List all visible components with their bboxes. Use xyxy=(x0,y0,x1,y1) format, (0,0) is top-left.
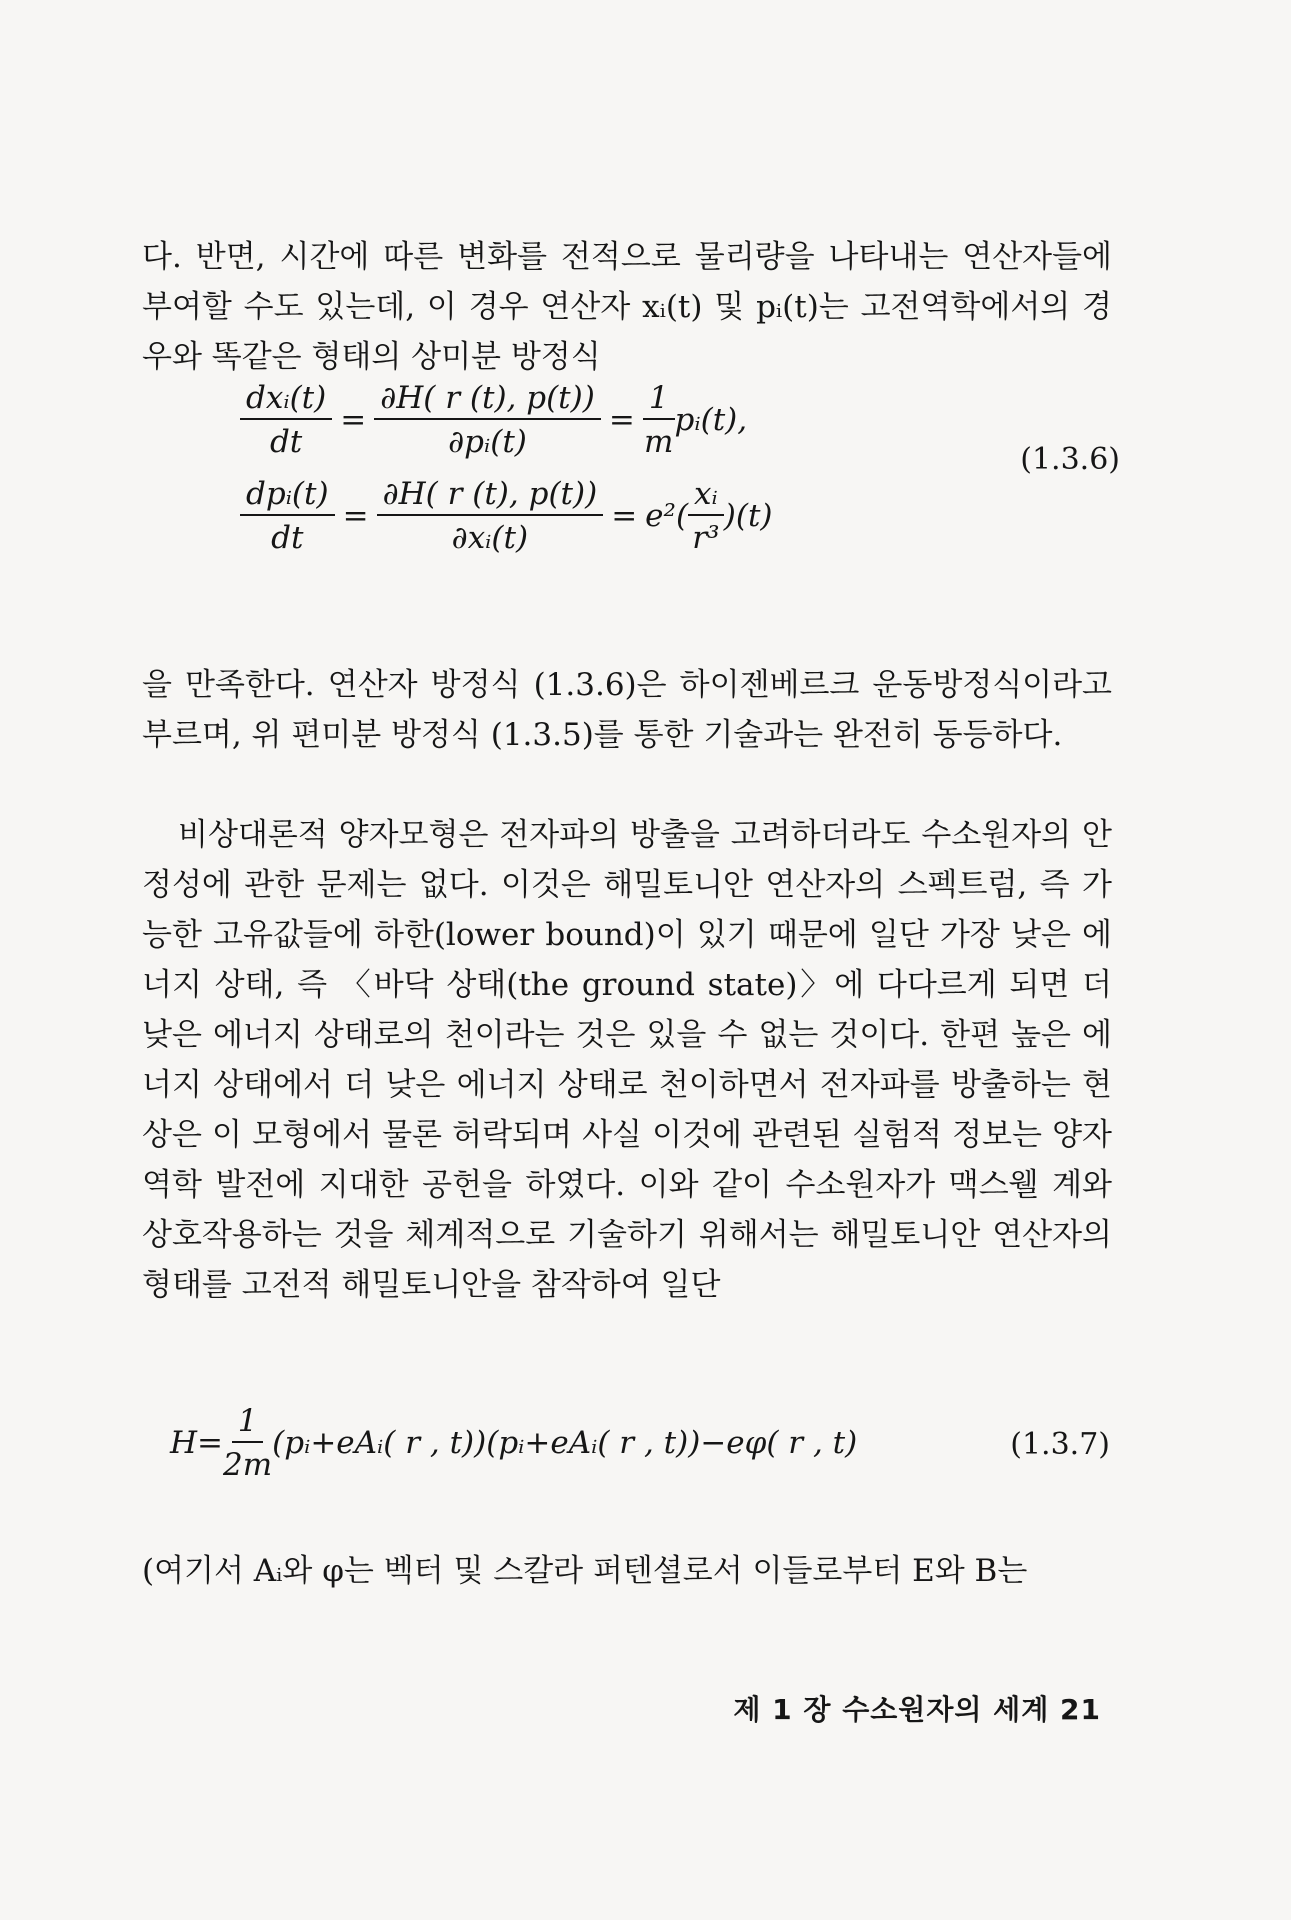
eq-row xyxy=(170,1395,1110,1491)
frac-dx-dt xyxy=(240,380,332,460)
frac-x-r3 xyxy=(688,476,724,556)
paragraph-3: 비상대론적 양자모형은 전자파의 방출을 고려하더라도 수소원자의 안정성에 관한 문제는 없다. 이것은 해밀토니안 연산자의 스펙트럼, 즉 가능한 고유값들에 하한(lower bound)이 있기 때문에 일단 가장 낮은 에너지 상태, 즉 〈바닥 상태(the ground state)〉에 다다르게 되면 더 낮은 에너지 상태로의 천이라는 것은 있을 수 없는 것이다. 한편 높은 에너지 상태에서 더 낮은 에너지 상태로 천이하면서 전자파를 방출하는 현상은 이 모형에서 물론 허락되며 사실 이것에 관련된 실험적 정보는 양자역학 발전에 지대한 공헌을 하였다. 이와 같이 수소원자가 맥스웰 계와 상호작용하는 것을 체계적으로 기술하기 위해서는 해밀토니안 연산자의 형태를 고전적 해밀토니안을 참작하여 일단 xyxy=(142,817,1112,1303)
eq-lhs: H= xyxy=(170,1425,224,1461)
equation-label: (1.3.6) xyxy=(1020,442,1120,477)
eq-row-1 xyxy=(240,372,1120,468)
frac-den: dt xyxy=(269,424,303,460)
frac-num: ∂H( r (t), p(t)) xyxy=(374,380,601,420)
page-footer: 제 1 장 수소원자의 세계 21 xyxy=(733,1693,1101,1726)
frac-den: ∂pᵢ(t) xyxy=(448,424,527,460)
frac-den: dt xyxy=(271,520,304,556)
eq-term: e²( xyxy=(645,498,689,534)
paragraph-1: 다. 반면, 시간에 따른 변화를 전적으로 물리량을 나타내는 연산자들에 부여할 수도 있는데, 이 경우 연산자 xᵢ(t) 및 pᵢ(t)는 고전역학에서의 경우와 똑같은 형태의 상미분 방정식 xyxy=(142,239,1112,375)
paragraph-4: (여기서 Aᵢ와 φ는 벡터 및 스칼라 퍼텐셜로서 이들로부터 E와 B는 xyxy=(142,1553,1028,1589)
frac-1-2m xyxy=(223,1403,272,1483)
frac-1-m xyxy=(643,380,675,460)
frac-num: 1 xyxy=(643,380,675,420)
eq-body: (pᵢ+eAᵢ( r , t))(pᵢ+eAᵢ( r , t))−eφ( r , t) xyxy=(272,1425,858,1461)
frac-num: dpᵢ(t) xyxy=(240,476,335,516)
eq-term: )(t) xyxy=(723,498,773,534)
frac-dH-dp xyxy=(374,380,601,460)
frac-num: dxᵢ(t) xyxy=(240,380,332,420)
frac-num: 1 xyxy=(232,1403,264,1443)
frac-num: xᵢ xyxy=(688,476,724,516)
frac-dH-dx xyxy=(377,476,604,556)
frac-den: m xyxy=(643,424,674,460)
equals-sign: = xyxy=(611,498,638,534)
frac-dp-dt xyxy=(240,476,335,556)
paragraph-2: 을 만족한다. 연산자 방정식 (1.3.6)은 하이젠베르크 운동방정식이라고 부르며, 위 편미분 방정식 (1.3.5)를 통한 기술과는 완전히 동등하다. xyxy=(142,667,1112,753)
equals-sign: = xyxy=(608,402,635,438)
equation-1-3-6 xyxy=(240,372,1120,564)
equation-label: (1.3.7) xyxy=(1010,1427,1110,1462)
eq-row-2 xyxy=(240,468,1120,564)
frac-den: 2m xyxy=(223,1447,273,1483)
frac-num: ∂H( r (t), p(t)) xyxy=(377,476,604,516)
equals-sign: = xyxy=(342,498,369,534)
equals-sign: = xyxy=(340,402,367,438)
frac-den: ∂xᵢ(t) xyxy=(451,520,529,556)
eq-term: pᵢ(t), xyxy=(674,402,748,438)
equation-1-3-7 xyxy=(170,1395,1110,1491)
frac-den: r³ xyxy=(692,520,720,556)
